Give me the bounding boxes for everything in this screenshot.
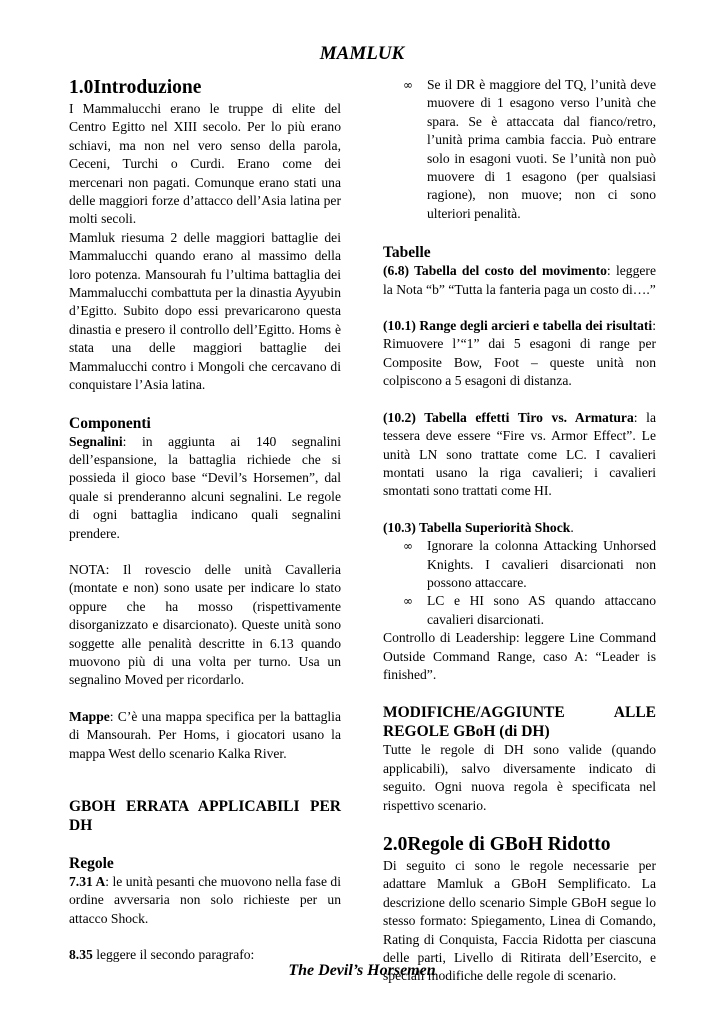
page-footer: The Devil’s Horsemen [288,962,436,979]
intro-heading: 1.0Introduzione [69,77,202,98]
rule-731-text: : le unità pesanti che muovono nella fase di ordine avversaria non solo richieste per un attacco Shock. [69,874,341,926]
maps-paragraph [69,708,341,763]
infinity-bullet-icon: ∞ [403,594,413,609]
table-68-label: (6.8) Tabella del costo del movimento [383,263,607,279]
nota-paragraph: NOTA: Il rovescio delle unità Cavalleria (montate e non) sono usate per indicare lo stato oppure che ha mosso (rispettivamente disorganizzato e disarcionato). Queste unità sono soggette alle penalità descritte in 6.13 quando muovono più di una volta per turno. Usa un segnalino Moved per ricordarlo. [69,561,341,688]
rules-heading: Regole [69,855,114,872]
intro-paragraph-2: Mamluk riesuma 2 delle maggiori battaglie dei Mammalucchi quando erano al massimo della loro potenza. Mansourah fu l’ultima battaglia dei Mammalucchi combattuta per la dinastia Ayyubin d’Egitto. Subito dopo essi prevaricarono questa dinastia e presero il controllo dell’Egitto. Homs è stata una delle maggiori battaglie dei Mammalucchi contro i Mongoli che cercavano di conquistare l’Asia latina. [69,229,341,393]
right-column [383,76,656,986]
components-heading: Componenti [69,414,151,432]
dr-bullet-list [383,76,656,223]
modifications-heading: MODIFICHE/AGGIUNTE ALLE REGOLE GBoH (di DH) [383,704,656,741]
table-103-bullet-list [383,537,656,629]
list-item [383,537,656,592]
components-text: : in aggiunta ai 140 segnalini dell’espansione, la battaglia richiede che si possieda il gioco base “Devil’s Horsemen”, dal quale si prenderanno alcuni segnalini. Le regole di ogni battaglia indicano quali segnalini prendere. [69,433,341,541]
components-label: Segnalini [69,433,123,449]
leadership-paragraph: Controllo di Leadership: leggere Line Command Outside Command Range, caso A: “Leader is finished”. [383,630,656,682]
list-item [383,76,656,223]
gboh-paragraph: Di seguito ci sono le regole necessarie per adattare Mamluk a GBoH Semplificato. La descrizione dello scenario Simple GBoH segue lo stesso formato: Spiegamento, Linea di Comando, Rating di Conquista, Faccia Ridotta per ciascuna delle parti, Livello di Ritirata dell’Esercito, e speciali modifiche delle regole di scenario. [383,858,656,984]
table-103-paragraph [383,519,656,537]
table-102-label: (10.2) Tabella effetti Tiro vs. Armatura [383,409,634,425]
infinity-bullet-icon: ∞ [403,539,413,554]
page-title: MAMLUK [319,43,405,64]
modifications-paragraph: Tutte le regole di DH sono valide (quando applicabili), salvo diversamente indicato di seguito. Ogni nuova regola è specificata nel rispettivo scenario. [383,742,656,813]
rule-731-label: 7.31 A [69,874,106,889]
infinity-bullet-icon: ∞ [403,78,413,92]
list-item-text: LC e HI sono AS quando attaccano cavalieri disarcionati. [427,593,656,627]
gboh-heading: 2.0Regole di GBoH Ridotto [383,834,611,855]
errata-heading: GBOH ERRATA APPLICABILI PER DH [69,798,341,834]
table-101-label: (10.1) Range degli arcieri e tabella dei risultati [383,318,653,334]
left-column [69,76,341,965]
maps-label: Mappe [69,708,110,724]
rule-731-paragraph [69,873,341,928]
table-101-paragraph [383,317,656,391]
components-paragraph [69,433,341,543]
table-101-text: : Rimuovere l’“1” dai 5 esagoni di range per Composite Bow, Foot – queste unità non colpiscono a 5 esagoni di distanza. [383,318,656,389]
table-103-text: . [570,519,574,535]
maps-text: : C’è una mappa specifica per la battaglia di Mansourah. Per Homs, i giocatori usano la mappa West dello scenario Kalka River. [69,708,341,761]
list-item [383,592,656,629]
intro-paragraph-1: I Mammalucchi erano le truppe di elite del Centro Egitto nel XIII secolo. Per lo più erano schiavi, ma non nel vero senso della parola, Ceceni, Turchi o Curdi. Erano come dei mercenari non pagati. Comunque erano stati una delle maggiori forze d’attacco dell’Asia latina per molti secoli. [69,101,341,227]
table-68-paragraph [383,262,656,299]
tables-heading: Tabelle [383,244,431,262]
table-102-text: : la tessera deve essere “Fire vs. Armor Effect”. Le unità LN sono trattate come LC. I cavalieri montati usano la riga cavalieri; i cavalieri smontati sono trattati come HI. [383,409,656,499]
list-item-text: Se il DR è maggiore del TQ, l’unità deve muovere di 1 esagono verso l’unità che spara. Se è attaccata dal fianco/retro, l’unità prima cambia faccia. Può entrare solo in esagoni vuoti. Se l’unità non può muovere di 1 esagono (per qualsiasi ragione), non muove; non ci sono ulteriori penalità. [427,77,656,221]
list-item-text: Ignorare la colonna Attacking Unhorsed Knights. I cavalieri disarcionati non possono attaccare. [427,538,656,590]
rule-835-text: leggere il secondo paragrafo: [92,947,255,963]
rule-835-label: 8.35 [69,947,93,963]
table-103-label: (10.3) Tabella Superiorità Shock [383,519,571,535]
table-102-paragraph [383,409,656,501]
table-68-text: : leggere la Nota “b” “Tutta la fanteria paga un costo di….” [383,263,656,297]
